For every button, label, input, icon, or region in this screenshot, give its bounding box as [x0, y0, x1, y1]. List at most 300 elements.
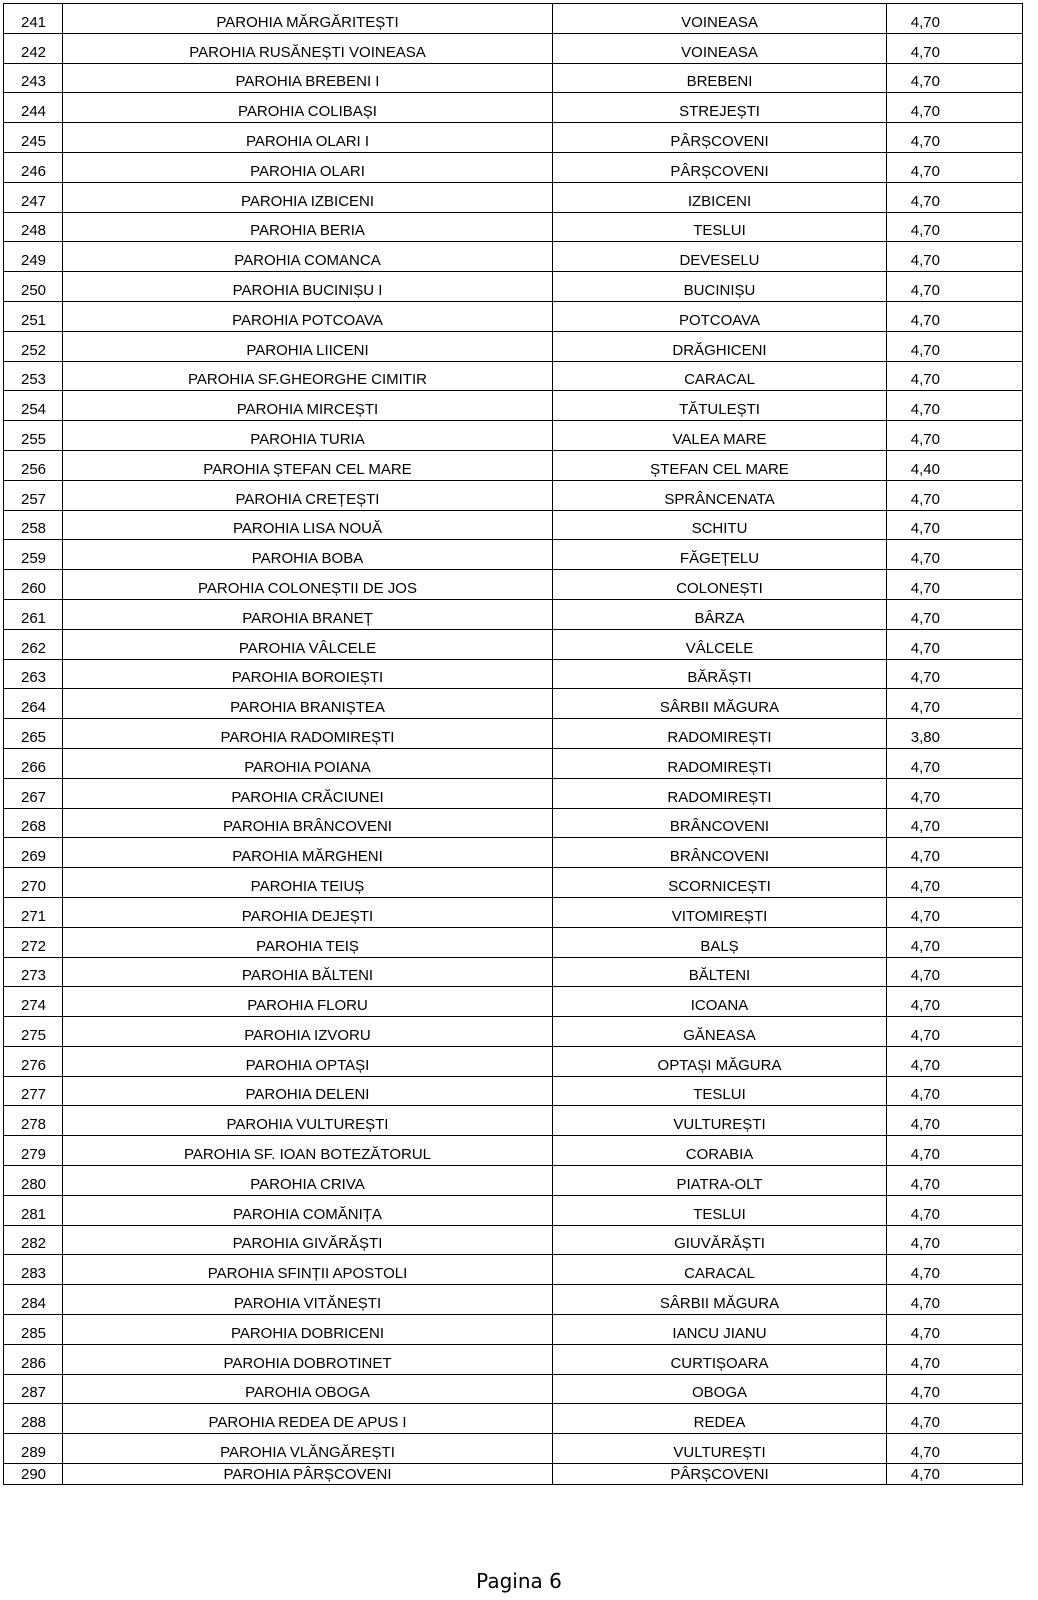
parish-name-cell [63, 957, 553, 987]
parish-name-cell-text: PAROHIA COMANCA [234, 252, 381, 270]
value-cell [887, 391, 1023, 421]
value-cell-text: 4,70 [910, 103, 940, 121]
row-number-cell-text: 258 [21, 520, 47, 538]
locality-cell-text: VULTUREȘTI [673, 1116, 766, 1134]
value-cell-text: 4,70 [910, 818, 940, 836]
locality-cell [553, 391, 887, 421]
locality-cell [553, 510, 887, 540]
parish-name-cell [63, 570, 553, 600]
row-number-cell-text: 275 [21, 1026, 47, 1044]
parish-name-cell [63, 182, 553, 212]
locality-cell-text: PIATRA-OLT [676, 1175, 763, 1193]
locality-cell-text: IZBICENI [687, 192, 752, 210]
row-number-cell [4, 152, 63, 182]
locality-cell-text: BRÂNCOVENI [669, 848, 770, 866]
locality-cell-text: BALȘ [700, 937, 739, 955]
value-cell [887, 1017, 1023, 1047]
value-cell [887, 4, 1023, 34]
value-cell-text: 4,70 [910, 1205, 940, 1223]
value-cell-text: 4,70 [910, 311, 940, 329]
parish-name-cell [63, 1017, 553, 1047]
row-number-cell [4, 1046, 63, 1076]
locality-cell-text: PÂRȘCOVENI [670, 132, 769, 150]
parish-name-cell [63, 1464, 553, 1485]
table-row [4, 540, 1023, 570]
value-cell [887, 629, 1023, 659]
locality-cell-text: TESLUI [693, 1205, 746, 1223]
value-cell-text: 4,70 [910, 162, 940, 180]
parish-name-cell [63, 212, 553, 242]
parish-name-cell [63, 1136, 553, 1166]
parish-name-cell [63, 778, 553, 808]
table-row [4, 182, 1023, 212]
row-number-cell [4, 361, 63, 391]
table-row [4, 212, 1023, 242]
locality-cell-text: BREBENI [686, 73, 753, 91]
value-cell [887, 957, 1023, 987]
parish-name-cell-text: PAROHIA OLARI [250, 162, 365, 180]
table-row [4, 421, 1023, 451]
value-cell [887, 152, 1023, 182]
row-number-cell-text: 247 [21, 192, 47, 210]
parish-name-cell-text: PAROHIA LIICENI [246, 341, 369, 359]
locality-cell [553, 748, 887, 778]
parish-name-cell-text: PAROHIA POTCOAVA [232, 311, 383, 329]
row-number-cell [4, 540, 63, 570]
parish-name-cell [63, 1285, 553, 1315]
table-row [4, 1434, 1023, 1464]
parish-table [3, 3, 1023, 1485]
locality-cell-text: STREJEȘTI [679, 103, 760, 121]
parish-name-cell-text: PAROHIA BUCINIȘU I [232, 281, 383, 299]
parish-table-body [4, 4, 1023, 1485]
row-number-cell-text: 280 [21, 1175, 47, 1193]
parish-name-cell [63, 1166, 553, 1196]
row-number-cell [4, 4, 63, 34]
table-row [4, 301, 1023, 331]
parish-name-cell [63, 1046, 553, 1076]
parish-name-cell-text: PAROHIA BRANIȘTEA [230, 699, 385, 717]
locality-cell [553, 123, 887, 153]
locality-cell-text: SCORNICEȘTI [668, 877, 771, 895]
parish-name-cell-text: PAROHIA CRIVA [250, 1175, 365, 1193]
parish-name-cell-text: PAROHIA TEIȘ [256, 937, 359, 955]
value-cell-text: 4,70 [910, 1175, 940, 1193]
locality-cell [553, 1076, 887, 1106]
value-cell [887, 272, 1023, 302]
locality-cell [553, 1285, 887, 1315]
parish-name-cell [63, 272, 553, 302]
row-number-cell-text: 250 [21, 281, 47, 299]
locality-cell-text: VITOMIREȘTI [671, 907, 768, 925]
locality-cell-text: REDEA [693, 1414, 746, 1432]
row-number-cell [4, 93, 63, 123]
locality-cell-text: OBOGA [691, 1384, 747, 1402]
parish-name-cell-text: PAROHIA MĂRGĂRITEȘTI [216, 13, 399, 31]
locality-cell-text: DRĂGHICENI [672, 341, 767, 359]
row-number-cell [4, 182, 63, 212]
table-row [4, 838, 1023, 868]
locality-cell-text: TESLUI [693, 1086, 746, 1104]
table-row [4, 1195, 1023, 1225]
row-number-cell-text: 283 [21, 1265, 47, 1283]
value-cell-text: 4,70 [910, 192, 940, 210]
value-cell [887, 1255, 1023, 1285]
table-row [4, 897, 1023, 927]
locality-cell-text: VULTUREȘTI [673, 1444, 766, 1462]
value-cell [887, 301, 1023, 331]
parish-name-cell-text: PAROHIA POIANA [244, 758, 371, 776]
parish-name-cell [63, 4, 553, 34]
value-cell [887, 1076, 1023, 1106]
locality-cell [553, 540, 887, 570]
locality-cell [553, 480, 887, 510]
value-cell [887, 570, 1023, 600]
row-number-cell-text: 290 [21, 1465, 47, 1483]
value-cell [887, 1464, 1023, 1485]
row-number-cell-text: 281 [21, 1205, 47, 1223]
locality-cell-text: DEVESELU [679, 252, 760, 270]
parish-name-cell-text: PAROHIA BRANEȚ [242, 609, 373, 627]
parish-name-cell-text: PAROHIA RADOMIREȘTI [220, 728, 395, 746]
locality-cell [553, 93, 887, 123]
parish-name-cell [63, 599, 553, 629]
value-cell-text: 4,70 [910, 788, 940, 806]
parish-name-cell-text: PAROHIA MĂRGHENI [232, 848, 383, 866]
locality-cell-text: CARACAL [684, 371, 755, 389]
row-number-cell-text: 286 [21, 1354, 47, 1372]
row-number-cell-text: 270 [21, 877, 47, 895]
table-row [4, 659, 1023, 689]
row-number-cell-text: 252 [21, 341, 47, 359]
locality-cell [553, 1166, 887, 1196]
parish-name-cell [63, 63, 553, 93]
page-number: Pagina 6 [476, 1569, 562, 1593]
locality-cell-text: TĂTULEȘTI [679, 401, 760, 419]
parish-name-cell-text: PAROHIA TEIUȘ [250, 877, 365, 895]
parish-name-cell [63, 1255, 553, 1285]
locality-cell-text: ȘTEFAN CEL MARE [650, 460, 789, 478]
value-cell-text: 4,70 [910, 1146, 940, 1164]
value-cell [887, 1404, 1023, 1434]
locality-cell [553, 242, 887, 272]
row-number-cell-text: 242 [21, 43, 47, 61]
parish-name-cell [63, 1076, 553, 1106]
parish-name-cell-text: PAROHIA VITĂNEȘTI [233, 1295, 382, 1313]
parish-name-cell [63, 629, 553, 659]
row-number-cell-text: 279 [21, 1146, 47, 1164]
row-number-cell-text: 243 [21, 73, 47, 91]
row-number-cell-text: 260 [21, 579, 47, 597]
row-number-cell [4, 1076, 63, 1106]
value-cell [887, 1166, 1023, 1196]
parish-name-cell [63, 1106, 553, 1136]
value-cell-text: 4,70 [910, 669, 940, 687]
value-cell [887, 778, 1023, 808]
value-cell [887, 927, 1023, 957]
row-number-cell [4, 1464, 63, 1485]
row-number-cell-text: 255 [21, 430, 47, 448]
row-number-cell [4, 450, 63, 480]
parish-name-cell [63, 838, 553, 868]
table-row [4, 599, 1023, 629]
row-number-cell [4, 1255, 63, 1285]
locality-cell [553, 361, 887, 391]
table-row [4, 4, 1023, 34]
table-row [4, 1404, 1023, 1434]
locality-cell [553, 897, 887, 927]
row-number-cell-text: 249 [21, 252, 47, 270]
value-cell-text: 4,70 [910, 639, 940, 657]
parish-name-cell-text: PAROHIA VÂLCELE [238, 639, 377, 657]
parish-name-cell-text: PAROHIA PÂRȘCOVENI [223, 1465, 392, 1483]
value-cell [887, 1344, 1023, 1374]
row-number-cell-text: 282 [21, 1235, 47, 1253]
parish-name-cell-text: PAROHIA BOBA [251, 550, 364, 568]
locality-cell [553, 1344, 887, 1374]
row-number-cell-text: 248 [21, 222, 47, 240]
value-cell [887, 748, 1023, 778]
row-number-cell [4, 1195, 63, 1225]
parish-name-cell-text: PAROHIA TURIA [250, 430, 365, 448]
value-cell-text: 4,70 [910, 43, 940, 61]
parish-name-cell [63, 301, 553, 331]
locality-cell [553, 808, 887, 838]
locality-cell-text: SCHITU [691, 520, 748, 538]
parish-name-cell-text: PAROHIA DOBROTINET [223, 1354, 392, 1372]
row-number-cell [4, 570, 63, 600]
table-row [4, 272, 1023, 302]
parish-name-cell-text: PAROHIA OBOGA [245, 1384, 370, 1402]
value-cell [887, 63, 1023, 93]
parish-name-cell-text: PAROHIA DOBRICENI [230, 1324, 385, 1342]
locality-cell [553, 659, 887, 689]
locality-cell [553, 1464, 887, 1485]
locality-cell-text: RADOMIREȘTI [667, 758, 772, 776]
locality-cell-text: COLONEȘTI [676, 579, 763, 597]
table-row [4, 987, 1023, 1017]
parish-name-cell [63, 1434, 553, 1464]
parish-name-cell [63, 540, 553, 570]
table-row [4, 570, 1023, 600]
row-number-cell-text: 256 [21, 460, 47, 478]
parish-name-cell [63, 719, 553, 749]
value-cell-text: 4,70 [910, 609, 940, 627]
row-number-cell [4, 242, 63, 272]
table-row [4, 1344, 1023, 1374]
locality-cell [553, 301, 887, 331]
parish-name-cell [63, 987, 553, 1017]
row-number-cell [4, 1374, 63, 1404]
value-cell-text: 3,80 [910, 728, 940, 746]
parish-name-cell [63, 659, 553, 689]
value-cell-text: 4,70 [910, 1444, 940, 1462]
locality-cell-text: VALEA MARE [672, 430, 767, 448]
table-row [4, 391, 1023, 421]
row-number-cell [4, 748, 63, 778]
locality-cell [553, 868, 887, 898]
parish-name-cell [63, 1315, 553, 1345]
parish-name-cell-text: PAROHIA COMĂNIȚA [233, 1205, 382, 1223]
value-cell [887, 897, 1023, 927]
value-cell [887, 182, 1023, 212]
row-number-cell-text: 284 [21, 1295, 47, 1313]
parish-name-cell-text: PAROHIA VULTUREȘTI [226, 1116, 389, 1134]
parish-name-cell [63, 868, 553, 898]
table-row [4, 331, 1023, 361]
row-number-cell-text: 251 [21, 311, 47, 329]
locality-cell-text: GĂNEASA [683, 1026, 756, 1044]
parish-name-cell-text: PAROHIA OLARI I [245, 132, 370, 150]
parish-name-cell-text: PAROHIA GIVĂRĂȘTI [232, 1235, 383, 1253]
locality-cell [553, 152, 887, 182]
locality-cell [553, 450, 887, 480]
locality-cell-text: TESLUI [693, 222, 746, 240]
row-number-cell-text: 273 [21, 967, 47, 985]
table-row [4, 1076, 1023, 1106]
row-number-cell-text: 268 [21, 818, 47, 836]
parish-name-cell [63, 689, 553, 719]
value-cell [887, 1315, 1023, 1345]
row-number-cell-text: 253 [21, 371, 47, 389]
parish-name-cell-text: PAROHIA IZVORU [244, 1026, 371, 1044]
row-number-cell [4, 719, 63, 749]
locality-cell-text: BRÂNCOVENI [669, 818, 770, 836]
value-cell [887, 719, 1023, 749]
value-cell [887, 599, 1023, 629]
value-cell [887, 1195, 1023, 1225]
parish-name-cell [63, 421, 553, 451]
row-number-cell [4, 778, 63, 808]
table-row [4, 63, 1023, 93]
value-cell [887, 242, 1023, 272]
row-number-cell [4, 33, 63, 63]
row-number-cell-text: 263 [21, 669, 47, 687]
value-cell-text: 4,70 [910, 907, 940, 925]
parish-name-cell-text: PAROHIA ȘTEFAN CEL MARE [203, 460, 412, 478]
table-row [4, 1046, 1023, 1076]
locality-cell [553, 421, 887, 451]
parish-name-cell [63, 391, 553, 421]
table-row [4, 1106, 1023, 1136]
table-row [4, 808, 1023, 838]
row-number-cell [4, 957, 63, 987]
value-cell [887, 480, 1023, 510]
parish-name-cell [63, 1374, 553, 1404]
table-row [4, 510, 1023, 540]
locality-cell [553, 689, 887, 719]
parish-name-cell-text: PAROHIA REDEA DE APUS I [208, 1414, 407, 1432]
parish-name-cell [63, 331, 553, 361]
value-cell [887, 421, 1023, 451]
parish-name-cell-text: PAROHIA BOROIEȘTI [231, 669, 384, 687]
value-cell-text: 4,70 [910, 1384, 940, 1402]
row-number-cell-text: 269 [21, 848, 47, 866]
parish-name-cell [63, 897, 553, 927]
parish-name-cell [63, 361, 553, 391]
row-number-cell [4, 480, 63, 510]
parish-name-cell-text: PAROHIA FLORU [247, 997, 368, 1015]
value-cell [887, 540, 1023, 570]
locality-cell-text: CORABIA [685, 1146, 754, 1164]
value-cell-text: 4,70 [910, 1465, 940, 1483]
locality-cell [553, 570, 887, 600]
locality-cell-text: BĂRĂȘTI [687, 669, 752, 687]
row-number-cell-text: 285 [21, 1324, 47, 1342]
row-number-cell [4, 421, 63, 451]
parish-name-cell [63, 450, 553, 480]
parish-name-cell-text: PAROHIA DEJEȘTI [241, 907, 374, 925]
row-number-cell [4, 1404, 63, 1434]
value-cell-text: 4,70 [910, 937, 940, 955]
row-number-cell [4, 599, 63, 629]
value-cell-text: 4,70 [910, 848, 940, 866]
value-cell-text: 4,70 [910, 877, 940, 895]
locality-cell-text: CARACAL [684, 1265, 755, 1283]
locality-cell-text: BĂLTENI [688, 967, 751, 985]
value-cell [887, 659, 1023, 689]
value-cell-text: 4,70 [910, 73, 940, 91]
value-cell-text: 4,70 [910, 967, 940, 985]
locality-cell [553, 63, 887, 93]
row-number-cell-text: 289 [21, 1444, 47, 1462]
parish-name-cell-text: PAROHIA OPTAȘI [245, 1056, 370, 1074]
row-number-cell [4, 1315, 63, 1345]
locality-cell [553, 182, 887, 212]
table-row [4, 1166, 1023, 1196]
parish-name-cell-text: PAROHIA BRÂNCOVENI [223, 818, 392, 836]
locality-cell-text: POTCOAVA [678, 311, 761, 329]
locality-cell-text: RADOMIREȘTI [667, 788, 772, 806]
locality-cell [553, 778, 887, 808]
value-cell [887, 212, 1023, 242]
value-cell [887, 1136, 1023, 1166]
parish-name-cell [63, 808, 553, 838]
table-row [4, 1285, 1023, 1315]
locality-cell [553, 33, 887, 63]
table-row [4, 629, 1023, 659]
value-cell-text: 4,70 [910, 13, 940, 31]
locality-cell-text: GIUVĂRĂȘTI [674, 1235, 765, 1253]
parish-name-cell [63, 1404, 553, 1434]
locality-cell [553, 1434, 887, 1464]
row-number-cell [4, 510, 63, 540]
value-cell-text: 4,70 [910, 1086, 940, 1104]
value-cell-text: 4,70 [910, 1235, 940, 1253]
parish-name-cell [63, 1225, 553, 1255]
value-cell [887, 1225, 1023, 1255]
row-number-cell-text: 244 [21, 103, 47, 121]
value-cell-text: 4,70 [910, 1295, 940, 1313]
locality-cell-text: IANCU JIANU [672, 1324, 767, 1342]
row-number-cell [4, 1285, 63, 1315]
row-number-cell-text: 261 [21, 609, 47, 627]
row-number-cell-text: 276 [21, 1056, 47, 1074]
row-number-cell [4, 808, 63, 838]
row-number-cell [4, 1166, 63, 1196]
locality-cell-text: BUCINIȘU [683, 281, 756, 299]
value-cell-text: 4,70 [910, 222, 940, 240]
row-number-cell-text: 259 [21, 550, 47, 568]
table-row [4, 1017, 1023, 1047]
locality-cell [553, 1136, 887, 1166]
value-cell-text: 4,70 [910, 1414, 940, 1432]
locality-cell [553, 1106, 887, 1136]
value-cell-text: 4,70 [910, 401, 940, 419]
row-number-cell-text: 257 [21, 490, 47, 508]
row-number-cell [4, 272, 63, 302]
locality-cell [553, 599, 887, 629]
